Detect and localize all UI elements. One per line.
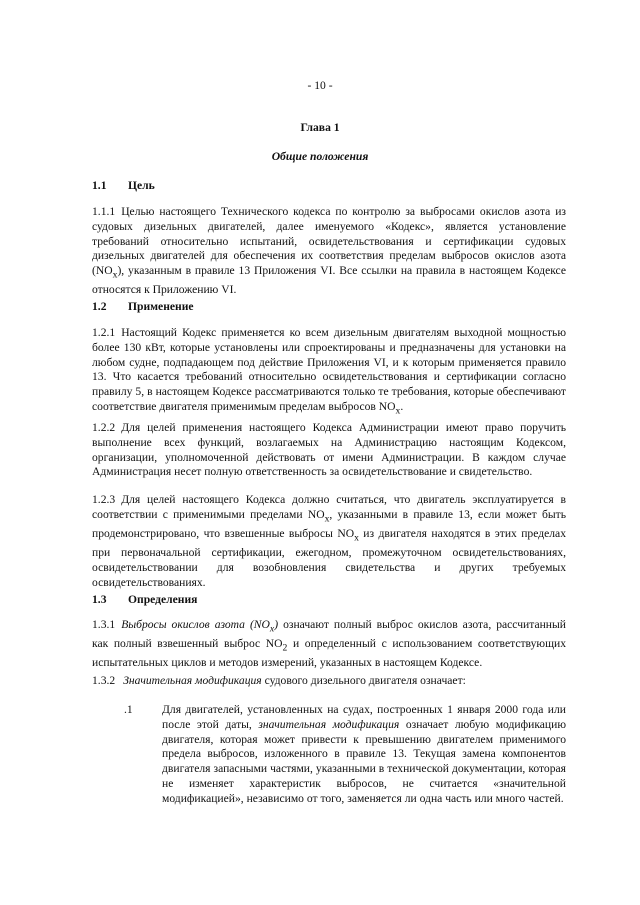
paragraph-1-2-1 bbox=[92, 326, 566, 419]
paragraph-1-2-3 bbox=[92, 493, 566, 590]
page-number: - 10 - bbox=[307, 79, 333, 92]
section-heading-1-1 bbox=[92, 179, 155, 194]
paragraph-text: Целью настоящего Технического кодекса по контролю за выбросами окислов азота из судовых дизельных двигателей, далее именуемого «Кодекс», является установление требований относительно испытаний, освидетельствования и сертификации судовых дизельных двигателей для обеспечения их соответствия пределам выбросов окислов азота (NO bbox=[92, 205, 566, 278]
paragraph-text: Для целей настоящего Кодекса должно считаться, что двигатель эксплуатируется в соответствии с применимыми пределами NO bbox=[92, 493, 566, 521]
paragraph-text: ), указанным в правиле 13 Приложения VI. Все ссылки на правила в настоящем Кодексе относятся к Приложению VI. bbox=[92, 264, 566, 297]
paragraph-number: 1.1.1 bbox=[92, 205, 116, 218]
defined-term: Выбросы окислов азота $(NO_x)$ bbox=[121, 618, 279, 635]
list-marker: .1 bbox=[124, 703, 133, 716]
subscript: x bbox=[395, 405, 401, 417]
section-number: 1.1 bbox=[92, 179, 107, 192]
section-number: 1.2 bbox=[92, 300, 107, 313]
paragraph-text: , указанными в правиле 13, если может быть продемонстрировано, что взвешенные выбросы NO bbox=[92, 507, 566, 540]
paragraph-text: . bbox=[400, 399, 404, 413]
paragraph-number: 1.3.2 bbox=[92, 674, 116, 687]
paragraph-text: судового дизельного двигателя означает: bbox=[261, 674, 466, 687]
defined-term: значительная модификация bbox=[258, 717, 400, 731]
paragraph-number: 1.2.1 bbox=[92, 326, 116, 339]
paragraph-text: означают полный выброс окислов азота, рассчитанный как полный взвешенный выброс NO bbox=[92, 618, 566, 651]
paragraph-text: из двигателя находятся в этих пределах при первоначальной сертификации, ежегодном, промежуточном освидетельствованиях, освидетельствовании для возобновления свидетельства и других требуемых освидетельствованиях. bbox=[92, 526, 566, 589]
subscript: x bbox=[324, 513, 330, 525]
chapter-subtitle: Общие положения bbox=[271, 150, 369, 163]
paragraph-number: 1.2.2 bbox=[92, 421, 116, 434]
paragraph-1-3-1 bbox=[92, 618, 566, 671]
paragraph-1-1-1 bbox=[92, 205, 566, 298]
paragraph-1-3-2 bbox=[92, 674, 566, 689]
paragraph-number: 1.3.1 bbox=[92, 618, 116, 631]
paragraph-number: 1.2.3 bbox=[92, 493, 116, 506]
chapter-title: Глава 1 bbox=[300, 121, 340, 134]
section-title: Определения bbox=[128, 593, 198, 606]
section-heading-1-2 bbox=[92, 300, 194, 315]
paragraph-1-2-2 bbox=[92, 421, 566, 480]
section-heading-1-3 bbox=[92, 593, 197, 608]
defined-term: Значительная модификация bbox=[123, 674, 262, 687]
subscript: 2 bbox=[282, 642, 288, 654]
section-title: Цель bbox=[128, 179, 155, 192]
subscript: x bbox=[112, 269, 118, 281]
section-number: 1.3 bbox=[92, 593, 107, 606]
section-title: Применение bbox=[128, 300, 194, 313]
list-item-text: Для двигателей, установленных на судах, построенных 1 января 2000 года или после этой даты, значительная модификация означает любую модификацию двигателя, которая может привести к превышению двигателем применимого предела выбросов, изложенного в правиле 13. Текущая замена компонентов двигателя запасными частями, указанными в технической документации, которая не изменяет характеристик выбросов, не считается «значительной модификацией», независимо от того, заменяется ли одна часть или много частей. bbox=[162, 703, 567, 805]
paragraph-text: Для целей применения настоящего Кодекса Администрации имеют право поручить выполнение всех функций, возлагаемых на Администрацию настоящим Кодексом, организации, уполномоченной действовать от имени Администрации. В каждом случае Администрация несет полную ответственность за освидетельствование и свидетельство. bbox=[92, 421, 566, 479]
subscript: x bbox=[354, 532, 359, 544]
paragraph-text: Настоящий Кодекс применяется ко всем дизельным двигателям выходной мощностью более 130 кВт, которые установлены или спроектированы и предназначены для установки на любом судне, подпадающем под действие Приложения VI, и к которым применяется правило 13. Что касается требований относительно освидетельствования и сертификации согласно правилу 5, в настоящем Кодексе рассматриваются только те требования, которые обеспечивают соответствие двигателя применимым пределам выбросов NO bbox=[92, 326, 566, 413]
paragraph-text: и определенный с использованием соответствующих испытательных циклов и методов измерений, указанных в настоящем Кодексе. bbox=[92, 637, 566, 670]
